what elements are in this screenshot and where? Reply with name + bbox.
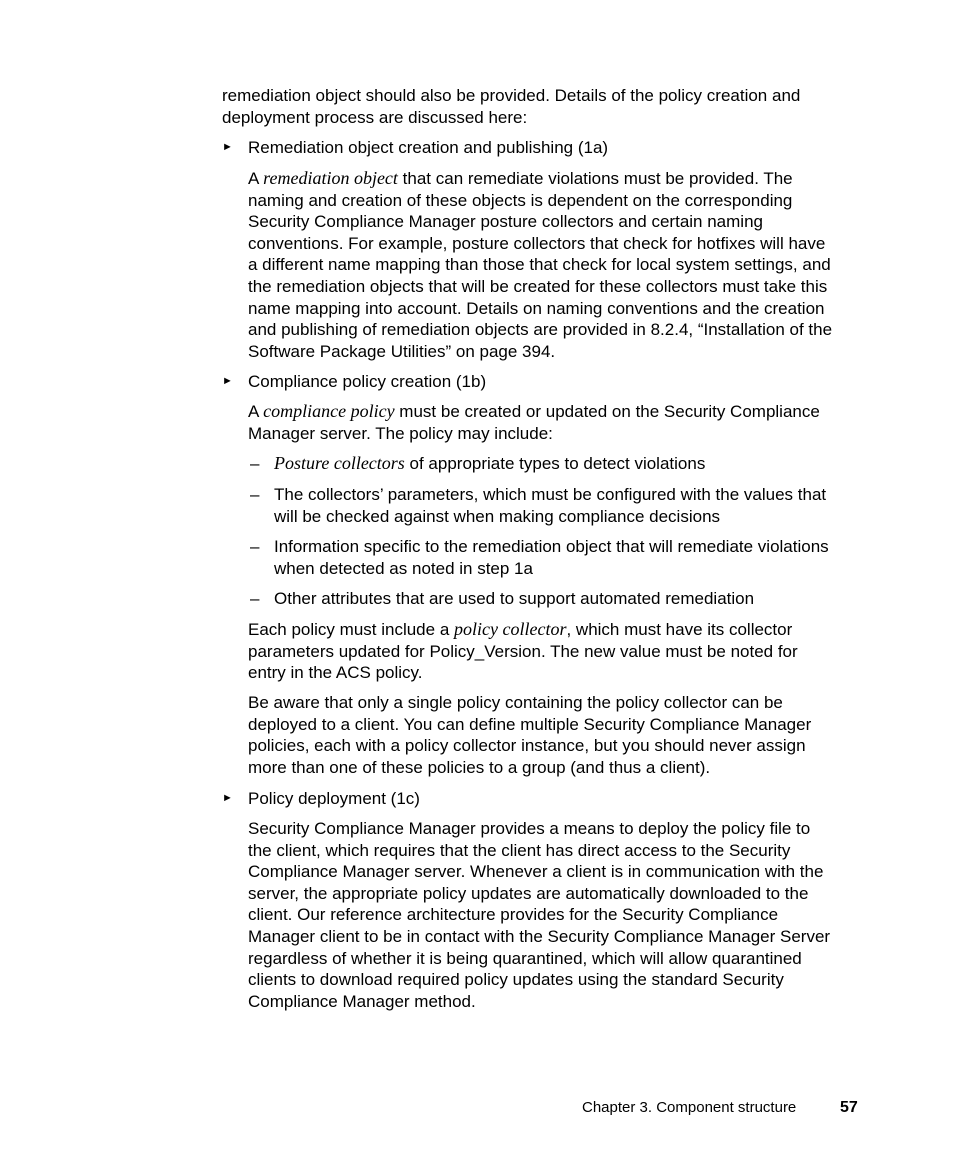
paragraph [222,85,800,128]
text-run: Policy deployment (1c) [248,789,420,808]
text-line [222,107,800,129]
dash-marker: – [250,485,260,504]
text-line [248,401,820,423]
dash-list-item [250,536,829,579]
text-line [248,926,830,948]
text-run: remediation object should also be provided. Details of the policy creation and [222,86,801,105]
text-run: name mapping into account. Details on naming conventions and the creation [248,298,825,318]
text-run: that can remediate violations must be provided. The [397,169,793,188]
text-line [248,840,830,862]
dash-marker: – [250,537,260,556]
text-run: Other attributes that are used to support automated remediation [274,589,755,608]
text-line [274,588,754,610]
text-run: conventions. For example, posture collectors that check for hotfixes will have [248,233,826,253]
text-line [248,883,830,905]
text-run: deployed to a client. You can define multiple Security Compliance Manager [248,714,812,734]
dash-list-item [250,484,827,527]
text-line [248,254,832,276]
text-run: of appropriate types to detect violations [404,454,706,473]
text-run: naming and creation of these objects is dependent on the corresponding [248,190,793,210]
text-run: a different name mapping than those that check for local system settings, and [248,255,831,275]
text-line [248,692,811,714]
text-line [248,904,830,926]
text-line [248,969,830,991]
text-line [274,453,705,475]
triangle-bullet-icon: ► [222,141,233,153]
text-line [274,536,829,558]
triangle-bullet-icon: ► [222,792,233,804]
text-line [248,341,832,363]
text-line [248,991,830,1013]
paragraph [248,818,830,1012]
text-line [248,662,798,684]
text-run: the client, which requires that the client has direct access to the Security [248,840,791,860]
text-run: the remediation objects that will be created for these collectors must take this [248,276,828,296]
text-run: will be checked against when making compliance decisions [274,506,721,526]
text-line [248,948,830,970]
text-run: Manager server. The policy may include: [248,423,553,443]
text-run: Be aware that only a single policy containing the policy collector can be [248,693,783,712]
text-line [248,423,820,445]
paragraph [248,692,811,778]
text-run: Security Compliance Manager provides a means to deploy the policy file to [248,819,811,838]
text-run: , which must have its collector [566,620,793,639]
text-run: A [248,169,264,188]
italic-term: compliance policy [263,401,395,421]
paragraph [248,401,820,444]
text-run: Each policy must include a [248,620,454,639]
text-run: deployment process are discussed here: [222,107,528,127]
text-line [248,818,830,840]
text-run: more than one of these policies to a group (and thus a client). [248,757,711,777]
text-run: regardless of whether it is being quarantined, which will allow quarantined [248,948,802,968]
text-run: policies, each with a policy collector instance, but you should never assign [248,736,806,756]
text-run: Compliance Manager server. Whenever a client is in communication with the [248,862,824,882]
text-line [248,276,832,298]
text-line [248,641,798,663]
text-run: Information specific to the remediation object that will remediate violations [274,537,829,556]
text-line [248,788,420,810]
dash-list-item [250,588,755,610]
page-number: 57 [840,1099,858,1116]
text-line [248,319,832,341]
dash-marker: – [250,454,260,473]
italic-term: Posture collectors [274,453,405,473]
text-run: Manager client to be in contact with the Security Compliance Manager Server [248,926,831,946]
text-line [248,168,832,190]
text-run: parameters updated for Policy_Version. The new value must be noted for [248,641,798,661]
text-run: and publishing of remediation objects are provided in 8.2.4, “Installation of the [248,320,833,340]
italic-term: policy collector [454,619,567,639]
dash-marker: – [250,589,260,608]
dash-list-item [250,453,706,475]
text-line [248,298,832,320]
text-run: must be created or updated on the Security Compliance [394,402,820,421]
text-run: Compliance Manager method. [248,991,476,1011]
text-run: clients to download required policy updates using the standard Security [248,970,784,990]
text-line [222,85,800,107]
text-line [274,558,829,580]
text-run: Compliance policy creation (1b) [248,372,487,391]
bullet-item [222,371,487,393]
text-run: server, the appropriate policy updates are automatically downloaded to the [248,883,809,903]
text-line [248,619,798,641]
text-line [248,371,486,393]
text-run: Remediation object creation and publishing (1a) [248,138,609,157]
text-line [248,137,608,159]
text-run: entry in the ACS policy. [248,663,423,683]
footer-chapter-title: Chapter 3. Component structure [582,1099,797,1116]
paragraph [248,619,798,684]
text-line [248,735,811,757]
triangle-bullet-icon: ► [222,375,233,387]
text-run: The collectors’ parameters, which must be configured with the values that [274,485,827,504]
text-line [248,211,832,233]
text-line [274,506,826,528]
text-line [274,484,826,506]
italic-term: remediation object [263,168,398,188]
text-line [248,714,811,736]
text-line [248,757,811,779]
text-line [248,233,832,255]
bullet-item [222,137,609,159]
text-run: Software Package Utilities” on page 394. [248,341,556,361]
paragraph [248,168,832,362]
text-run: client. Our reference architecture provides for the Security Compliance [248,905,779,925]
text-line [248,190,832,212]
bullet-item [222,788,420,810]
text-line [248,861,830,883]
text-run: A [248,402,264,421]
text-run: Security Compliance Manager posture collectors and certain naming [248,212,763,232]
text-run: when detected as noted in step 1a [274,558,533,578]
